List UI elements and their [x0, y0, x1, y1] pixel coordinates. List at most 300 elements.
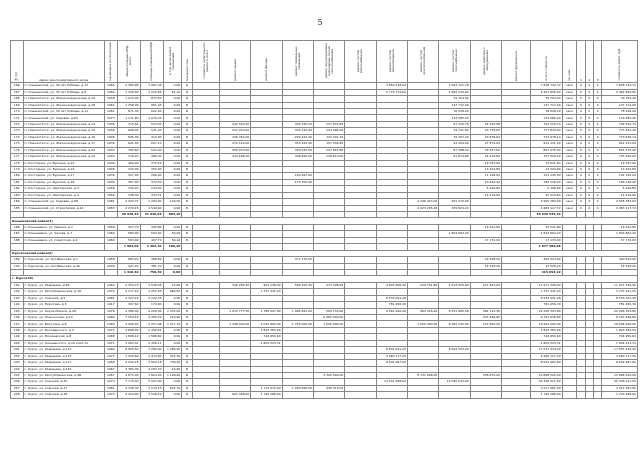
- table-cell: 0: [593, 141, 601, 147]
- table-cell: г. Курск, ул. Союзная, д.27: [23, 385, 105, 391]
- page-number: 5: [317, 18, 323, 27]
- table-cell: 17 170,00: [602, 237, 638, 243]
- table-cell: 180: [11, 173, 24, 179]
- table-cell: 7 054,16: [117, 315, 140, 321]
- table-cell: 0,00: [163, 257, 182, 263]
- table-cell: 912 131,00: [602, 141, 638, 147]
- table-cell: Б: [182, 205, 192, 211]
- table-cell: 0: [593, 205, 601, 211]
- table-cell: 2 222,35: [140, 295, 163, 301]
- table-cell: 14 541,80: [602, 224, 638, 230]
- table-cell: 4 483 117,72: [531, 205, 562, 211]
- table-cell: 259 824,24: [439, 205, 470, 211]
- table-cell: 0,00: [163, 141, 182, 147]
- table-cell: п. Косторное, ул. Шахтерская, д.3: [23, 186, 105, 192]
- table-cell: 184: [11, 199, 24, 205]
- table-cell: 0,00: [163, 160, 182, 166]
- table-cell: 24 418,80: [470, 154, 501, 160]
- table-cell: п. Курчатов, ул. Октябрьская, д.1: [23, 257, 105, 263]
- table-cell: 1 005 000,00: [313, 321, 344, 327]
- table-cell: 1936: [105, 160, 118, 166]
- table-cell: 206: [11, 379, 24, 385]
- table-cell: 1 712 970,00: [251, 385, 282, 391]
- table-cell: 883,20: [117, 257, 140, 263]
- table-cell: 11 148,00: [470, 173, 501, 179]
- table-cell: 883,10: [163, 212, 182, 218]
- table-cell: кв.м: [562, 166, 577, 172]
- table-cell: 0: [585, 102, 593, 108]
- table-cell: 400 524,90: [531, 257, 562, 263]
- table-cell: 851 475,40: [602, 147, 638, 153]
- table-cell: 0: [593, 96, 601, 102]
- table-row: [11, 392, 638, 398]
- table-cell: 0,00: [163, 128, 182, 134]
- table-cell: 0,00: [163, 166, 182, 172]
- table-cell: 3 196,10: [140, 392, 163, 398]
- table-cell: 14 241 968,00: [376, 379, 407, 385]
- table-cell: 329 032,00: [282, 147, 313, 153]
- table-cell: Б: [182, 224, 192, 230]
- table-cell: п. Новоалтатск, ул. Железнодорожная, д.22: [23, 147, 105, 153]
- table-cell: 1 033 777,50: [219, 308, 250, 314]
- table-cell: 427,20: [117, 263, 140, 269]
- table-cell: 5 196,80: [531, 186, 562, 192]
- table-cell: 1936: [105, 121, 118, 127]
- table-cell: 0: [585, 179, 593, 185]
- table-cell: 4 513 959,90: [439, 282, 470, 288]
- table-cell: 0: [577, 89, 585, 95]
- table-cell: 1971: [105, 340, 118, 346]
- table-cell: 953 138,40: [251, 282, 282, 288]
- table-cell: 5 461 856,00: [602, 89, 638, 95]
- table-cell: п. Конышевка, ул. Советская, д.2: [23, 237, 105, 243]
- table-cell: 0,00: [163, 392, 182, 398]
- table-cell: 1 076,43: [140, 115, 163, 121]
- table-cell: [585, 392, 593, 398]
- table-cell: 174: [11, 134, 24, 140]
- table-body: [11, 83, 638, 398]
- table-cell: 1 740 288,00: [602, 392, 638, 398]
- col-header: в том числе жилых помещений: [163, 41, 182, 83]
- table-cell: 4 380,00: [117, 308, 140, 314]
- table-cell: 4 336,30: [117, 385, 140, 391]
- table-cell: 192: [11, 289, 24, 295]
- table-cell: 4 223 293,48: [407, 205, 438, 211]
- table-cell: 1981: [105, 199, 118, 205]
- table-cell: г. Курск, ул. Союзная, д.25: [23, 379, 105, 385]
- table-cell: 368,60: [140, 257, 163, 263]
- table-cell: 14 541,80: [470, 224, 501, 230]
- table-cell: 1 331,00: [163, 308, 182, 314]
- table-cell: 152 145,00: [531, 173, 562, 179]
- table-cell: 79 754,40: [531, 96, 562, 102]
- table-cell: 765,60: [117, 147, 140, 153]
- table-cell: 524,00: [140, 147, 163, 153]
- table-cell: 6 660 000,00: [313, 315, 344, 321]
- table-cell: 0: [593, 154, 601, 160]
- table-cell: 4 117,16: [117, 289, 140, 295]
- table-cell: 0: [577, 199, 585, 205]
- table-cell: 207: [11, 385, 24, 391]
- table-cell: 0: [585, 192, 593, 198]
- table-cell: Б: [182, 121, 192, 127]
- table-cell: 0: [577, 205, 585, 211]
- table-cell: 660,50: [163, 289, 182, 295]
- table-cell: 1973: [105, 353, 118, 359]
- table-cell: г. Курск, ул. Радищева, д.112: [23, 366, 105, 372]
- table-cell: 133 585,20: [439, 115, 470, 121]
- table-cell: 27 874,00: [470, 141, 501, 147]
- table-cell: 1958: [105, 257, 118, 263]
- table-cell: 381,70: [140, 263, 163, 269]
- table-cell: 219,90: [163, 315, 182, 321]
- table-cell: кв.м: [562, 134, 577, 140]
- table-cell: 167: [11, 89, 24, 95]
- table-cell: 0,00: [163, 224, 182, 230]
- table-cell: [313, 392, 344, 398]
- table-cell: 1 126,40: [163, 372, 182, 378]
- table-cell: 1960: [105, 237, 118, 243]
- table-cell: 4 206,00: [117, 321, 140, 327]
- table-cell: 0: [593, 83, 601, 89]
- table-cell: 177: [11, 154, 24, 160]
- table-cell: 203: [11, 360, 24, 366]
- table-cell: [192, 392, 219, 398]
- table-cell: 3 063,41: [117, 340, 140, 346]
- table-cell: 308 826,00: [282, 154, 313, 160]
- table-cell: 16 095 043,00: [439, 379, 470, 385]
- table-cell: 412,30: [163, 353, 182, 359]
- table-cell: 4 252,18: [117, 360, 140, 366]
- table-cell: 189: [11, 257, 24, 263]
- table-cell: 1936: [105, 128, 118, 134]
- table-cell: 273 498,95: [313, 282, 344, 288]
- table-cell: 189 126,40: [531, 179, 562, 185]
- table-cell: Б: [182, 315, 192, 321]
- table-cell: 87 288,00: [439, 147, 470, 153]
- table-cell: 2 356,11: [140, 340, 163, 346]
- table-cell: Б: [182, 109, 192, 115]
- table-cell: 382 112,30: [470, 308, 501, 314]
- table-cell: 0,00: [163, 327, 182, 333]
- table-cell: Б: [182, 360, 192, 366]
- table-cell: 197: [11, 321, 24, 327]
- table-cell: 0,00: [163, 96, 182, 102]
- table-cell: г. Курск, ул. Пирогова, д.5: [23, 302, 105, 308]
- table-cell: 18 904 200,00: [602, 321, 638, 327]
- table-cell: 0: [585, 115, 593, 121]
- table-cell: 14 031,60: [531, 160, 562, 166]
- table-cell: 1932: [105, 147, 118, 153]
- table-cell: 3 251,63: [140, 289, 163, 295]
- col-header: ремонт внутридомовых инженерных систем теплоснабжения: [313, 41, 344, 83]
- table-cell: 1 171,80: [117, 115, 140, 121]
- table-cell: Б: [182, 192, 192, 198]
- table-cell: 1981: [105, 385, 118, 391]
- table-cell: 353 042,50: [282, 141, 313, 147]
- table-cell: 199: [11, 334, 24, 340]
- table-cell: 415 053,10: [531, 269, 562, 275]
- table-cell: 2 442,81: [140, 327, 163, 333]
- table-cell: 781 456,30: [602, 302, 638, 308]
- table-cell: 1936: [105, 141, 118, 147]
- table-cell: 0: [593, 186, 601, 192]
- table-cell: 4 960 117,20: [376, 353, 407, 359]
- table-cell: Б: [182, 237, 192, 243]
- table-cell: 191: [11, 282, 24, 288]
- table-cell: 0: [585, 199, 593, 205]
- table-cell: Б: [182, 334, 192, 340]
- table-cell: 16,60: [163, 366, 182, 372]
- table-cell: Б: [182, 141, 192, 147]
- table-cell: 0,00: [163, 179, 182, 185]
- table-cell: Б: [182, 115, 192, 121]
- table-cell: 350,00: [140, 166, 163, 172]
- table-cell: 23 778,62: [470, 128, 501, 134]
- table-cell: кв.м: [562, 160, 577, 166]
- table-cell: 773 678,14: [602, 134, 638, 140]
- table-cell: 196: [11, 315, 24, 321]
- table-cell: 336,40: [117, 192, 140, 198]
- table-cell: 851 475,40: [531, 147, 562, 153]
- table-cell: 0: [585, 109, 593, 115]
- table-cell: г. Курск, ул. Радищева, д.113: [23, 347, 105, 353]
- col-header: общая площадь МКД, всего: [117, 41, 140, 83]
- table-cell: [577, 392, 585, 398]
- table-cell: 0,00: [163, 121, 182, 127]
- table-cell: 6 797 636,80: [602, 315, 638, 321]
- table-cell: кв.м: [562, 192, 577, 198]
- table-cell: 586 325,30: [282, 282, 313, 288]
- table-cell: 1 843 664,20: [439, 231, 470, 237]
- table-cell: 2 474,60: [140, 353, 163, 359]
- table-cell: 76 528,20: [602, 109, 638, 115]
- table-cell: 176: [11, 147, 24, 153]
- table-cell: 1 843 383,00: [251, 327, 282, 333]
- table-cell: 0: [593, 192, 601, 198]
- table-cell: 1973: [105, 115, 118, 121]
- table-cell: 1967: [105, 372, 118, 378]
- table-cell: Б: [182, 340, 192, 346]
- table-cell: 0,00: [163, 186, 182, 192]
- table-cell: 8 892 931,20: [376, 347, 407, 353]
- table-cell: 521,20: [140, 128, 163, 134]
- table-cell: 1 843 383,00: [531, 327, 562, 333]
- table-cell: 1973: [105, 379, 118, 385]
- table-cell: 777 833,40: [531, 128, 562, 134]
- group-title: г. Курск(48): [11, 276, 638, 282]
- table-cell: 375,10: [140, 160, 163, 166]
- table-cell: 0: [577, 102, 585, 108]
- table-cell: 1 258,00: [117, 102, 140, 108]
- group-title: Курчатовский район(2): [11, 250, 638, 256]
- table-cell: 4 875,00: [117, 372, 140, 378]
- table-cell: 513,40: [140, 121, 163, 127]
- table-cell: 157 939,85: [313, 141, 344, 147]
- table-cell: 7 770,00: [117, 379, 140, 385]
- table-cell: 1 737 441,20: [602, 289, 638, 295]
- table-cell: 4 960 117,20: [602, 353, 638, 359]
- table-cell: Б: [182, 89, 192, 95]
- table-cell: Б: [182, 379, 192, 385]
- table-cell: 1983: [105, 321, 118, 327]
- table-cell: 0: [577, 192, 585, 198]
- table-cell: 8 533 041,28: [376, 295, 407, 301]
- table-cell: 129,00: [163, 199, 182, 205]
- col-header: Адрес многоквартирного дома: [23, 41, 105, 83]
- table-cell: 333,51: [140, 192, 163, 198]
- table-cell: 0: [577, 154, 585, 160]
- table-cell: кв.м: [562, 128, 577, 134]
- table-cell: 1968: [105, 360, 118, 366]
- table-cell: 195: [11, 308, 24, 314]
- col-header: итого стоимость: [531, 41, 562, 83]
- table-cell: п. Косторное, ул. Вурзана, д.16: [23, 166, 105, 172]
- table-cell: г. Курск, ул. Володарского, д.4: [23, 327, 105, 333]
- table-cell: 4 505 783,00: [602, 199, 638, 205]
- table-cell: 1 540,00: [140, 205, 163, 211]
- table-cell: 28 946,25: [117, 212, 140, 218]
- table-cell: 189 126,40: [602, 179, 638, 185]
- table-cell: 0: [577, 115, 585, 121]
- table-cell: 61,10: [163, 89, 182, 95]
- table-cell: кв.м: [562, 147, 577, 153]
- table-cell: 242 520,00: [219, 121, 250, 127]
- table-cell: [282, 392, 313, 398]
- table-cell: 0: [593, 102, 601, 108]
- table-cell: [562, 392, 577, 398]
- table-cell: 1936: [105, 134, 118, 140]
- table-cell: п. Косторное, ул. Вурзана, д.18: [23, 179, 105, 185]
- table-cell: 2 382,96: [117, 83, 140, 89]
- table-cell: 462 316,40: [407, 308, 438, 314]
- table-cell: 0: [593, 134, 601, 140]
- table-cell: 821,00: [117, 141, 140, 147]
- table-cell: 178: [11, 160, 24, 166]
- table-cell: [407, 392, 438, 398]
- table-cell: 13 324,80: [531, 166, 562, 172]
- table-cell: г. Курск, ул. Союзная, д.48: [23, 392, 105, 398]
- table-cell: 81 874,80: [439, 154, 470, 160]
- table-cell: 0: [577, 173, 585, 179]
- table-cell: 0: [577, 134, 585, 140]
- table-cell: 0: [585, 173, 593, 179]
- table-cell: 137 712,00: [602, 102, 638, 108]
- table-cell: 773 678,14: [531, 134, 562, 140]
- table-cell: 0,00: [163, 109, 182, 115]
- table-cell: 12 219,60: [602, 192, 638, 198]
- table-cell: 9 561 920,00: [376, 308, 407, 314]
- table-cell: 8 903,50: [117, 347, 140, 353]
- table-cell: 0: [577, 121, 585, 127]
- table-cell: 22 226 393,80: [531, 308, 562, 314]
- table-cell: 0: [577, 147, 585, 153]
- col-header: ремонт систем водоотведения: [376, 41, 407, 83]
- table-cell: 0: [585, 83, 593, 89]
- table-cell: Б: [182, 327, 192, 333]
- table-cell: 13 324,80: [470, 166, 501, 172]
- table-cell: 8 131 648,00: [407, 372, 438, 378]
- col-header: стоимость работ, руб.: [602, 41, 638, 83]
- table-cell: [439, 392, 470, 398]
- table-cell: г. Курск, ул. Союзная, д.5: [23, 295, 105, 301]
- table-cell: 1 843 664,20: [602, 231, 638, 237]
- table-cell: п. Новоалтатск, ул. Железнодорожная, д.17: [23, 141, 105, 147]
- table-cell: 0: [593, 121, 601, 127]
- table-cell: 190: [11, 263, 24, 269]
- table-cell: 0: [577, 96, 585, 102]
- table-cell: 0: [585, 154, 593, 160]
- col-header: ремонт систем газоснабжения: [439, 41, 470, 83]
- table-cell: Б: [182, 160, 192, 166]
- table-cell: 0,00: [163, 205, 182, 211]
- table-cell: 4 483 117,72: [602, 205, 638, 211]
- table-header-row: [11, 41, 638, 83]
- table-cell: 1 984 641,20: [282, 308, 313, 314]
- table-cell: 0: [577, 166, 585, 172]
- table-cell: 320,00: [117, 166, 140, 172]
- table-cell: 2 682 144,00: [439, 89, 470, 95]
- table-cell: 17 537 434,40: [531, 347, 562, 353]
- table-cell: г. Курск, ул. Ольшанского, д.16 корп.11: [23, 340, 105, 346]
- table-cell: 3 263,70: [140, 366, 163, 372]
- col-header: ремонт лифтового оборудования: [470, 41, 501, 83]
- table-cell: 0: [593, 199, 601, 205]
- table-cell: 8 632 987,60: [531, 360, 562, 366]
- table-cell: 4 505 783,00: [531, 199, 562, 205]
- table-cell: 8 251 985,58: [439, 308, 470, 314]
- table-cell: 208: [11, 392, 24, 398]
- table-cell: 21 946,93: [140, 212, 163, 218]
- table-cell: Б: [182, 392, 192, 398]
- table-cell: 4 843 466,40: [376, 282, 407, 288]
- table-cell: 236 760,00: [219, 134, 250, 140]
- table-cell: 0,00: [163, 102, 182, 108]
- table-cell: кв.м: [562, 83, 577, 89]
- table-cell: Б: [182, 83, 192, 89]
- table-cell: п. Косторное, ул. Вурзана, д.15: [23, 160, 105, 166]
- table-cell: 697 368,00: [219, 392, 250, 398]
- table-cell: 5 461 856,00: [531, 89, 562, 95]
- table-cell: 715,54: [117, 121, 140, 127]
- table-cell: г. Курск, ул. Радищева, д.115: [23, 353, 105, 359]
- table-cell: п. Ольшанский, ул. 30 лет Победы, д.13: [23, 83, 105, 89]
- table-cell: п. Конышевка, ул. Чехова, д.7: [23, 231, 105, 237]
- table-cell: 873,50: [140, 96, 163, 102]
- table-cell: п. Новоалтатск, ул. Железнодорожная, д.18: [23, 102, 105, 108]
- table-cell: кв.м: [562, 121, 577, 127]
- table-cell: 133 585,20: [602, 115, 638, 121]
- table-cell: 0: [585, 121, 593, 127]
- col-header: ремонт фасада: [251, 41, 282, 83]
- table-cell: [470, 392, 501, 398]
- table-cell: 79 754,40: [602, 96, 638, 102]
- table-cell: 327,00: [117, 173, 140, 179]
- table-cell: 244 188,00: [219, 154, 250, 160]
- col-header: 1: [577, 41, 585, 83]
- table-cell: 261 370,00: [439, 199, 470, 205]
- table-cell: 12 219,60: [531, 192, 562, 198]
- table-cell: 3 093,18: [140, 360, 163, 366]
- table-cell: 2 779 712,00: [376, 89, 407, 95]
- table-cell: 7 848 742,72: [531, 83, 562, 89]
- col-header: ремонт систем водоснабжения: [345, 41, 376, 83]
- table-cell: кв.м: [562, 89, 577, 95]
- table-cell: 4 960 117,20: [531, 353, 562, 359]
- table-cell: 1983: [105, 205, 118, 211]
- table-cell: 2 257,98: [140, 321, 163, 327]
- table-cell: 76 528,20: [531, 109, 562, 115]
